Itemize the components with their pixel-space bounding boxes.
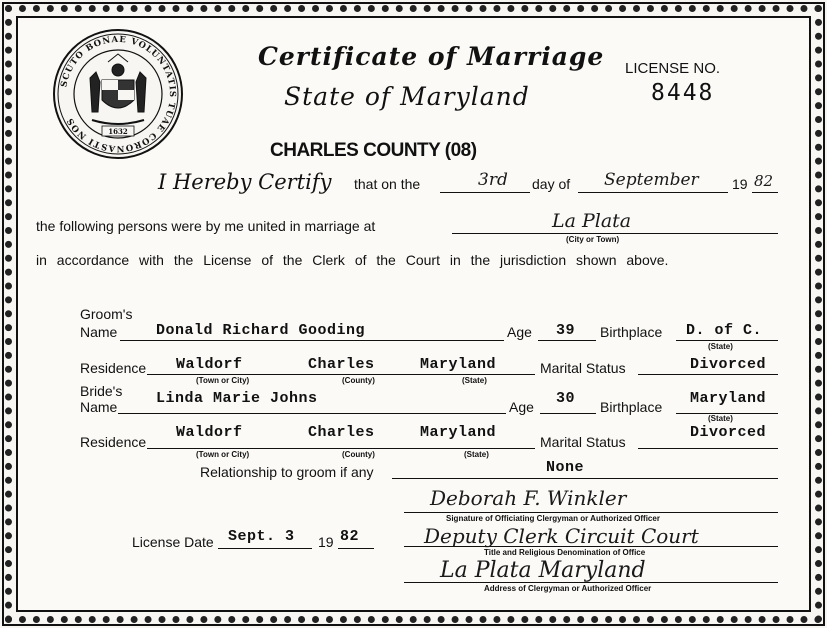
groom-birthplace-line [676, 340, 778, 341]
signature-caption: Signature of Officiating Clergyman or Authorized Officer [446, 514, 660, 523]
officiant-title: Deputy Clerk Circuit Court [424, 524, 699, 548]
day-line [440, 192, 530, 193]
groom-town: Waldorf [176, 356, 243, 373]
groom-age: 39 [556, 322, 576, 339]
bride-marital-line [638, 448, 778, 449]
groom-marital-line [638, 374, 778, 375]
title-caption: Title and Religious Denomination of Office [484, 548, 646, 557]
license-date-year-prefix: 19 [318, 534, 334, 550]
city-line [452, 233, 778, 234]
year-line [752, 192, 778, 193]
groom-name: Donald Richard Gooding [156, 322, 366, 339]
certify-text-1: that on the [354, 176, 421, 192]
bride-town: Waldorf [176, 424, 243, 441]
state-seal-icon [52, 28, 184, 160]
groom-label-name: Name [80, 324, 118, 340]
groom-state: Maryland [420, 356, 497, 373]
certify-year: 82 [754, 172, 774, 190]
groom-state-caption: (State) [462, 376, 487, 385]
license-date-line [218, 548, 312, 549]
groom-residence-label: Residence [80, 360, 147, 376]
groom-age-line [538, 340, 596, 341]
bride-residence-label: Residence [80, 434, 147, 450]
bride-county-caption: (County) [342, 450, 375, 459]
groom-birthplace-caption: (State) [708, 342, 733, 351]
bride-age-label: Age [509, 399, 534, 415]
certify-year-prefix: 19 [732, 176, 748, 192]
license-number: 8448 [651, 80, 715, 106]
groom-marital-label: Marital Status [540, 360, 626, 376]
relationship-value: None [546, 459, 585, 476]
signature-line [404, 512, 778, 513]
city-value: La Plata [552, 210, 632, 232]
bride-name-line [118, 413, 506, 414]
bride-residence-line [147, 448, 535, 449]
title-certificate: Certificate of Marriage [258, 42, 605, 71]
license-date-year-line [338, 548, 374, 549]
officiant-address: La Plata Maryland [440, 558, 646, 583]
bride-name: Linda Marie Johns [156, 390, 318, 407]
seal-year: 1632 [108, 127, 128, 136]
groom-birthplace: D. of C. [686, 322, 763, 339]
county-heading: CHARLES COUNTY (08) [270, 140, 477, 161]
address-line [404, 582, 778, 583]
united-text: the following persons were by me united in marriage at [36, 218, 376, 234]
bride-label-top: Bride's [80, 383, 123, 399]
title-line [404, 546, 778, 547]
bride-county: Charles [308, 424, 375, 441]
groom-marital: Divorced [690, 356, 767, 373]
bride-birthplace-label: Birthplace [600, 399, 663, 415]
bride-town-caption: (Town or City) [196, 450, 250, 459]
bride-age-line [540, 413, 596, 414]
groom-county-caption: (County) [342, 376, 375, 385]
title-state: State of Maryland [284, 82, 530, 111]
certify-day: 3rd [478, 170, 508, 190]
bride-age: 30 [556, 390, 576, 407]
city-caption: (City or Town) [566, 235, 620, 244]
license-date-year: 82 [340, 528, 360, 545]
month-line [578, 192, 728, 193]
groom-name-line [120, 340, 504, 341]
seal-ring-text: SCUTO BONAE VOLUNTATIS TUAE CORONASTI NOS [59, 34, 178, 154]
groom-residence-line [147, 374, 535, 375]
bride-marital: Divorced [690, 424, 767, 441]
license-label: LICENSE NO. [625, 60, 721, 77]
certify-month: September [604, 170, 699, 190]
relationship-line [392, 478, 778, 479]
license-date-label: License Date [132, 534, 214, 550]
groom-age-label: Age [507, 324, 532, 340]
bride-label-name: Name [80, 399, 118, 415]
groom-county: Charles [308, 356, 375, 373]
bride-birthplace: Maryland [690, 390, 767, 407]
bride-birthplace-caption: (State) [708, 414, 733, 423]
certify-lead: I Hereby Certify [158, 170, 332, 194]
officiant-signature: Deborah F. Winkler [430, 486, 627, 510]
address-caption: Address of Clergyman or Authorized Officer [484, 584, 652, 593]
groom-label-top: Groom's [80, 306, 133, 322]
bride-state-caption: (State) [464, 450, 489, 459]
certify-text-2: day of [532, 176, 571, 192]
accordance-text: in accordance with the License of the Clerk of the Court in the jurisdiction shown above. [36, 252, 669, 268]
bride-state: Maryland [420, 424, 497, 441]
groom-birthplace-label: Birthplace [600, 324, 663, 340]
bride-marital-label: Marital Status [540, 434, 626, 450]
relationship-label: Relationship to groom if any [200, 464, 374, 480]
license-date-value: Sept. 3 [228, 528, 295, 545]
groom-town-caption: (Town or City) [196, 376, 250, 385]
